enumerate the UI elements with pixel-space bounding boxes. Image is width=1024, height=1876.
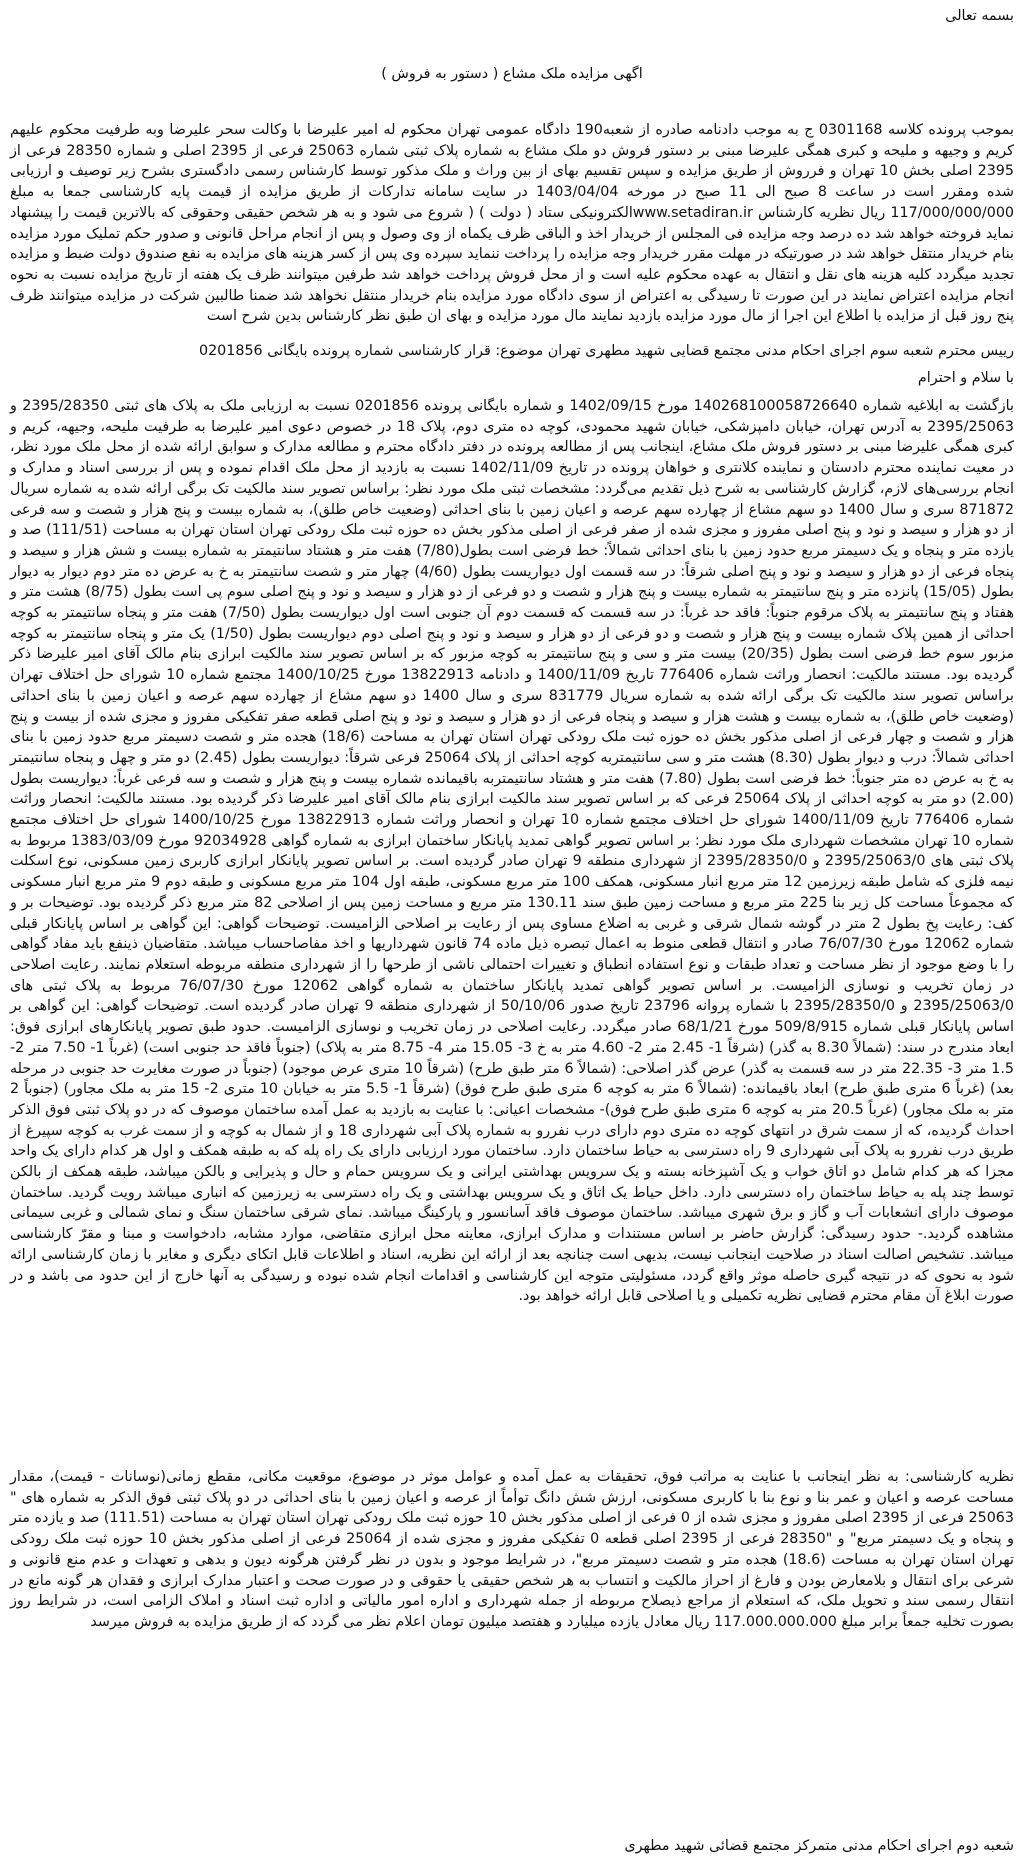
intro-paragraph: بموجب پرونده کلاسه 0301168 ج به موجب دادنامه صادره از شعبه190 دادگاه عمومی تهران محکوم له امیر علیرضا با وکالت سحر علیرضا وبه طرفیت محکوم علیهم کریم و وجیهه و ملیحه و کبری همگی علیرضا مبنی بر دستور فروش دو ملک مشاع به شماره پلاک ثبتی شماره 25063 فرعی از 2395 اصلی و شماره 28350 فرعی از 2395 اصلی بخش 10 تهران و فرروش از طریق مزایده و سپس تقسیم بهای از بین وراث و ملک مذکور توسط کارشناس رسمی دادگستری بشرح زیر توصیف و ارزیابی شده ومقرر است در ساعت 8 صبح الی 11 صبح در مورخه 1403/04/04 در سایت سامانه تدارکات از طریق مزایده از قیمت پایه کارشناسی جمعا به مبلغ 117/000/000/000 ریال نظریه کارشناس www.setadiran.irالکترونیکی ستاد ( دولت ) ( شروع می شود و به هر شخص حقیقی وحقوقی که بالاترین قیمت را پیشنهاد نماید فروخته خواهد شد ده درصد وجه مزایده فی المجلس از خریدار اخذ و الباقی ظرف یکماه از وی وصول و پس از انجام مراحل قانونی و صدور حکم تملیک مورد مزایده بنام خریدار منتقل خواهد شد در صورتیکه در مهلت مقرر خریدار وجه مزایده را پرداخت ننماید سپرده وی پس از کسر هزینه های مزایده به نفع صندوق دولت ضبط و مزایده تجدید میگردد کلیه هزینه های نقل و انتقال به عهده محکوم علیه است و از محل فروش پرداخت خواهد شد طرفین میتوانند ظرف یک هفته از تاریخ مزایده نسبت به نحوه انجام مزایده اعتراض نمایند در این صورت تا رسیدگی به اعتراض از سوی دادگاه مورد مزایده بنام خریدار منتقل نخواهد شد ضمنا طالبین شرکت در مزایده میتوانند ظرف پنج روز قبل از مزایده با اطلاع این اجرا از مال مورد مزایده بازدید نمایند مال مورد مزایده و بهای ان طبق نظر کارشناس بدین شرح است — [9, 122, 1015, 325]
addressee-line: رییس محترم شعبه سوم اجرای احکام مدنی مجتمع قضایی شهید مطهری تهران موضوع: قرار کارشناسی شماره پرونده بایگانی 0201856 — [198, 343, 1014, 359]
auction-notice-page — [10, 0, 1014, 1876]
expert-opinion-paragraph: نظریه کارشناسی: به نظر اینجانب با عنایت به مراتب فوق، تحقیقات به عمل آمده و عوامل موثر در موضوع، موقعیت مکانی، مقطع زمانی(نوسانات - قیمت)، مقدار مساحت عرصه و اعیان و عمر بنا و نوع بنا با کاربری مسکونی، ارزش شش دانگ توأماً از عرصه و اعیان زمین با بنای احداثی در دو پلاک ثبتی فوق الذکر به شماره های " 25063 فرعی از 2395 اصلی مفروز و مجزی شده از 0 فرعی از اصلی مذکور بخش 10 حوزه ثبت ملک رودکی تهران استان تهران به مساحت (111.51) صد و یازده متر و پنجاه و یک دسیمتر مربع" و "28350 فرعی از 2395 اصلی قطعه 0 تفکیکی مفروز و مجزی شده از 25064 فرعی از اصلی مذکور بخش 10 حوزه ثبت ملک رودکی تهران استان تهران به مساحت (18.6) هجده متر و شصت دسیمتر مربع"، در شرایط موجود و بدون در نظر گرفتن هرگونه دیون و بدهی و تعهدات و عدم منع قانونی و شرعی برای انتقال و بلامعارض بودن و فارغ از احراز مالکیت و انتساب به هر شخص حقیقی یا حقوقی و در صورت صحت و اعتبار مدارک ابرازی و فقدان هر گونه مانع در انتقال رسمی سند و تحویل ملک، که استعلام از مراجع ذیصلاح مربوطه از جمله شهرداری و اداره امور مالیاتی و اداره ثبت اسناد و املاک الزامی است، در شرایط روز بصورت تخلیه جمعاً برابر مبلغ 117.000.000.000 ریال معادل یازده میلیارد و هفتصد میلیون تومان اعلام نظر می گردد که از طریق مزایده به فروش میرسد — [10, 1469, 1014, 1630]
expert-report-body: بازگشت به ابلاغیه شماره 140268100058726640 مورخ 1402/09/15 و شماره بایگانی پرونده 0201856 نسبت به ارزیابی ملک به پلاک های ثبتی 2395/28350 و 2395/25063 به آدرس تهران، خیابان دامپزشکی، خیابان شهید محمودی، کوچه ده متری دوم، پلاک 18 در خصوص دعوی امیر علیرضا به طرفیت ملیحه، وجیهه، کریم و کبری همگی علیرضا مبنی بر دستور فروش ملک مشاع، اینجانب پس از مطالعه پرونده در دفتر دادگاه محترم و مطالعه مدارک و سوابق ارائه شده از محل ملک مورد نظر، در معیت نماینده محترم دادستان و نماینده کلانتری و خواهان پرونده در تاریخ 1402/11/09 نسبت به بازدید از محل ملک اقدام نموده و پس از بررسی اسناد و مدارک و انجام بررسی‌های لازم، گزارش کارشناسی به شرح ذیل تقدیم می‌گردد: مشخصات ثبتی ملک مورد نظر: براساس تصویر سند مالکیت تک برگی ارائه شده به شماره سریال 871872 سری و سال 1400 دو سهم مشاع از چهارده سهم عرصه و اعیان زمین با بنای احداثی (وضعیت خاص طلق)، به شماره بیست و پنج هزار و شصت و سه فرعی از دو هزار و سیصد و نود و پنج اصلی مفروز و مجزی شده از صفر فرعی از اصلی مذکور بخش ده حوزه ثبت ملک رودکی تهران استان تهران به مساحت (111/51) صد و یازده متر و پنجاه و یک دسیمتر مربع حدود زمین با بنای احداثی شمالاً: خط فرضی است بطول(7/80) هفت متر و هشتاد سانتیمتر به شماره بیست و شش هزار و سیصد و پنجاه فرعی از دو هزار و سیصد و نود و پنج اصلی شرقاً: در سه قسمت اول دیواریست بطول (4/60) چهار متر و شصت سانتیمتر به خ به عرض ده متر دوم دیوار به دیوار بطول (15/05) پانزده متر و پنج سانتیمتر به شماره بیست و پنج هزار و شصت و دو فرعی از دو هزار و سیصد و نود و پنج اصلی سوم پی است بطول (8/75) هشت متر و هفتاد و پنج سانتیمتر به پلاک مرقوم جنوباً: فاقد حد غرباً: در سه قسمت که قسمت دوم آن جنوبی است اول دیواریست بطول (7/50) هفت متر و پنجاه سانتیمتر به کوچه احداثی از همین پلاک شماره بیست و پنج هزار و شصت و دو فرعی از دو هزار و سیصد و نود و پنج اصلی دوم دیواریست بطول (1/50) یک متر و پنجاه سانتیمتر به کوچه مزبور سوم خط فرضی است بطول (20/35) بیست متر و سی و پنج سانتیمتر به کوچه مزبور که بر اساس تصویر سند مالکیت ابرازی بنام مالک آقای امیر علیرضا ذکر گردیده بود. مستند مالکیت: انحصار وراثت شماره 776406 تاریخ 1400/11/09 و دادنامه 13822913 مورخ 1400/10/25 مجتمع شماره 10 شورای حل اختلاف تهران براساس تصویر سند مالکیت تک برگی ارائه شده به شماره سریال 831779 سری و سال 1400 دو سهم مشاع از چهارده سهم عرصه و اعیان زمین با بنای احداثی (وضعیت خاص طلق)، به شماره بیست و هشت هزار و سیصد و پنجاه فرعی از دو هزار و سیصد و نود و پنج اصلی قطعه صفر تفکیکی مفروز و مجزی شده از بیست و پنج هزار و شصت و چهار فرعی از اصلی مذکور بخش ده حوزه ثبت ملک رودکی تهران استان تهران به مساحت (18/6) هجده متر و شصت دسیمتر مربع حدود زمین با بنای احداثی شمالاً: درب و دیوار بطول (8.30) هشت متر و سی سانتیمتربه کوچه احداثی از پلاک 25064 فرعی شرقاً: دیواریست بطول (2.45) دو متر و چهل و پنجاه سانتیمتر به خ به عرض ده متر جنوباً: خط فرضی است بطول (7.80) هفت متر و هشتاد سانتیمتربه باقیمانده شماره بیست و پنج هزار و شصت و سه فرعی غرباً: دیواریست بطول (2.00) دو متر به کوچه احداثی از پلاک 25064 فرعی که بر اساس تصویر سند مالکیت ابرازی بنام مالک آقای امیر علیرضا ذکر گردیده بود. مستند مالکیت: انحصار وراثت شماره 776406 تاریخ 1400/11/09 شورای حل اختلاف مجتمع شماره 10 تهران و انحصار وراثت شماره 13822913 مورخ 1400/10/25 شورای حل اختلاف مجتمع شماره 10 تهران مشخصات شهرداری ملک مورد نظر: بر اساس تصویر گواهی تمدید پایانکار ساختمان ابرازی به شماره گواهی 92034928 مورخ 1383/03/09 مربوط به پلاک ثبتی های 2395/25063/0 و 2395/28350/0 از شهرداری منطقه 9 تهران صادر گردیده است. بر اساس تصویر پایانکار ابرازی کاربری زمین مسکونی، نوع اسکلت نیمه فلزی که شامل طبقه زیرزمین 12 متر مربع انبار مسکونی، همکف 100 متر مربع مسکونی، طبقه اول 104 متر مربع مسکونی و طبقه دوم 9 متر مربع انبار مسکونی که مجموعاً مساحت کل زیر بنا 225 متر مربع و مساحت زمین طبق سند 130.11 متر مربع و مساحت زمین پس از اصلاحی 82 متر مربع ذکر گردیده بود. توضیحات بر و کف: رعایت پخ بطول 2 متر در گوشه شمال شرقی و غربی به اضلاع مساوی پس از رعایت بر اصلاحی الزامیست. توضیحات گواهی: این گواهی بر اساس پایانکار قبلی شماره 12062 مورخ 76/07/30 صادر و انتقال قطعی منوط به اعمال تبصره ذیل ماده 74 قانون شهرداریها و اخذ مفاصاحساب میباشد. متقاضیان ذینفع باید مفاد گواهی را با وضع موجود از نظر مساحت و تعداد طبقات و نوع استفاده انطباق و تغییرات احتمالی ناشی از طرحها را از شهرداری منطقه مربوطه استعلام نمایند. رعایت اصلاحی در زمان تخریب و نوسازی الزامیست. بر اساس تصویر گواهی تمدید پایانکار ساختمان به شماره گواهی 12062 مورخ 76/07/30 مربوط به پلاک ثبتی های 2395/25063/0 و 2395/28350/0 با شماره پروانه 23796 تاریخ صدور 50/10/06 از شهرداری منطقه 9 تهران صادر گردیده است. توضیحات گواهی: این گواهی بر اساس پایانکار قبلی شماره 509/8/915 مورخ 68/1/21 صادر میگردد. رعایت اصلاحی در زمان تخریب و نوسازی الزامیست. حدود طبق تصویر پایانکارهای ابرازی فوق: ابعاد مندرج در سند: (شمالاً 8.30 به گذر) (شرقاً 1- 2.45 متر 2- 4.60 متر به خ 3- 15.05 متر 4- 8.75 متر به پلاک) (جنوباً فاقد حد جنوبی است) (غرباً 1- 7.50 متر 2- 1.5 متر 3- 22.35 متر در سه قسمت به گذر) عرض گذر اصلاحی: (شمالاً 6 متر طبق طرح) (شرقاً 10 متری عرض موجود) (جنوباً در صورت مغایرت حد جنوبی در مرحله بعد) (غرباً 6 متری طبق طرح) ابعاد باقیمانده: (شمالاً 6 متر به کوچه 6 متری طبق طرح فوق) (شرقاً 1- 5.5 متر به خیابان 10 متری 2- 15 متر به ملک مجاور) (جنوباً 2 متر به ملک مجاور) (غرباً 20.5 متر به کوچه 6 متری طبق طرح فوق)- مشخصات اعیانی: با عنایت به بازدید به عمل آمده ساختمان موصوف که در دو پلاک ثبتی فوق الذکر احداث گردیده، که از سمت شرق در انتهای کوچه ده متری دوم دارای درب نفررو به شماره پلاک آبی شهرداری 18 و از شمال به کوچه و از سمت غرب به کوچه سپیرغ از طریق درب نفررو به پلاک آبی شهرداری 9 راه دسترسی به حیاط ساختمان دارد. ساختمان مورد ارزیابی دارای یک راه پله که به طبقه همکف و اول هر کدام دارای یک واحد مجزا که هر کدام شامل دو اتاق خواب و یک آشپزخانه بسته و یک سرویس بهداشتی ایرانی و یک سرویس حمام و حال و پذیرایی و بالکن میباشد، طبقه همکف از بالکن توسط چند پله به حیاط ساختمان راه دسترسی دارد. داخل حیاط یک اتاق و یک سرویس بهداشتی و یک راه دسترسی به زیرزمین که انباری میباشد رویت گردید. ساختمان موصوف دارای انشعابات آب و گاز و برق شهری میباشد. ساختمان موصوف فاقد آسانسور و پارکینگ میباشد. نمای شرقی ساختمان سنگ و نمای شمالی و غربی سیمانی مشاهده گردید.- حدود رسیدگی: گزارش حاضر بر اساس مستندات و مدارک ابرازی، معاینه محل ابرازی متقاضی، موارد مشابه، دادخواست و مبنا و مقرّ کارشناسی میباشد. تشخیص اصالت اسناد در صلاحیت اینجانب نیست، بدیهی است چنانچه بعد از ارائه این نظریه، اسناد و اطلاعات قابل اتکای دیگری و مغایر با زمان کارشناسی ارائه شود به نحوی که در نتیجه گیری حاصله موثر واقع گردد، مسئولیتی متوجه این کارشناسی و اقدامات انجام شده نبوده و رسیدگی به آنها خارج از این حدود می باشد و در صورت ابلاغ آن مقام محترم قضایی نظریه تکمیلی و یا اصلاحی قابل ارائه خواهد بود. — [10, 398, 1015, 1305]
notice-title: اگهی مزایده ملک مشاع ( دستور به فروش ) — [381, 66, 643, 82]
signature-line: شعبه دوم اجرای احکام مدنی متمرکز مجتمع قضائی شهید مطهری — [624, 1838, 1014, 1854]
greeting-line: با سلام و احترام — [917, 370, 1014, 386]
bismillah-heading: بسمه تعالی — [945, 8, 1014, 24]
